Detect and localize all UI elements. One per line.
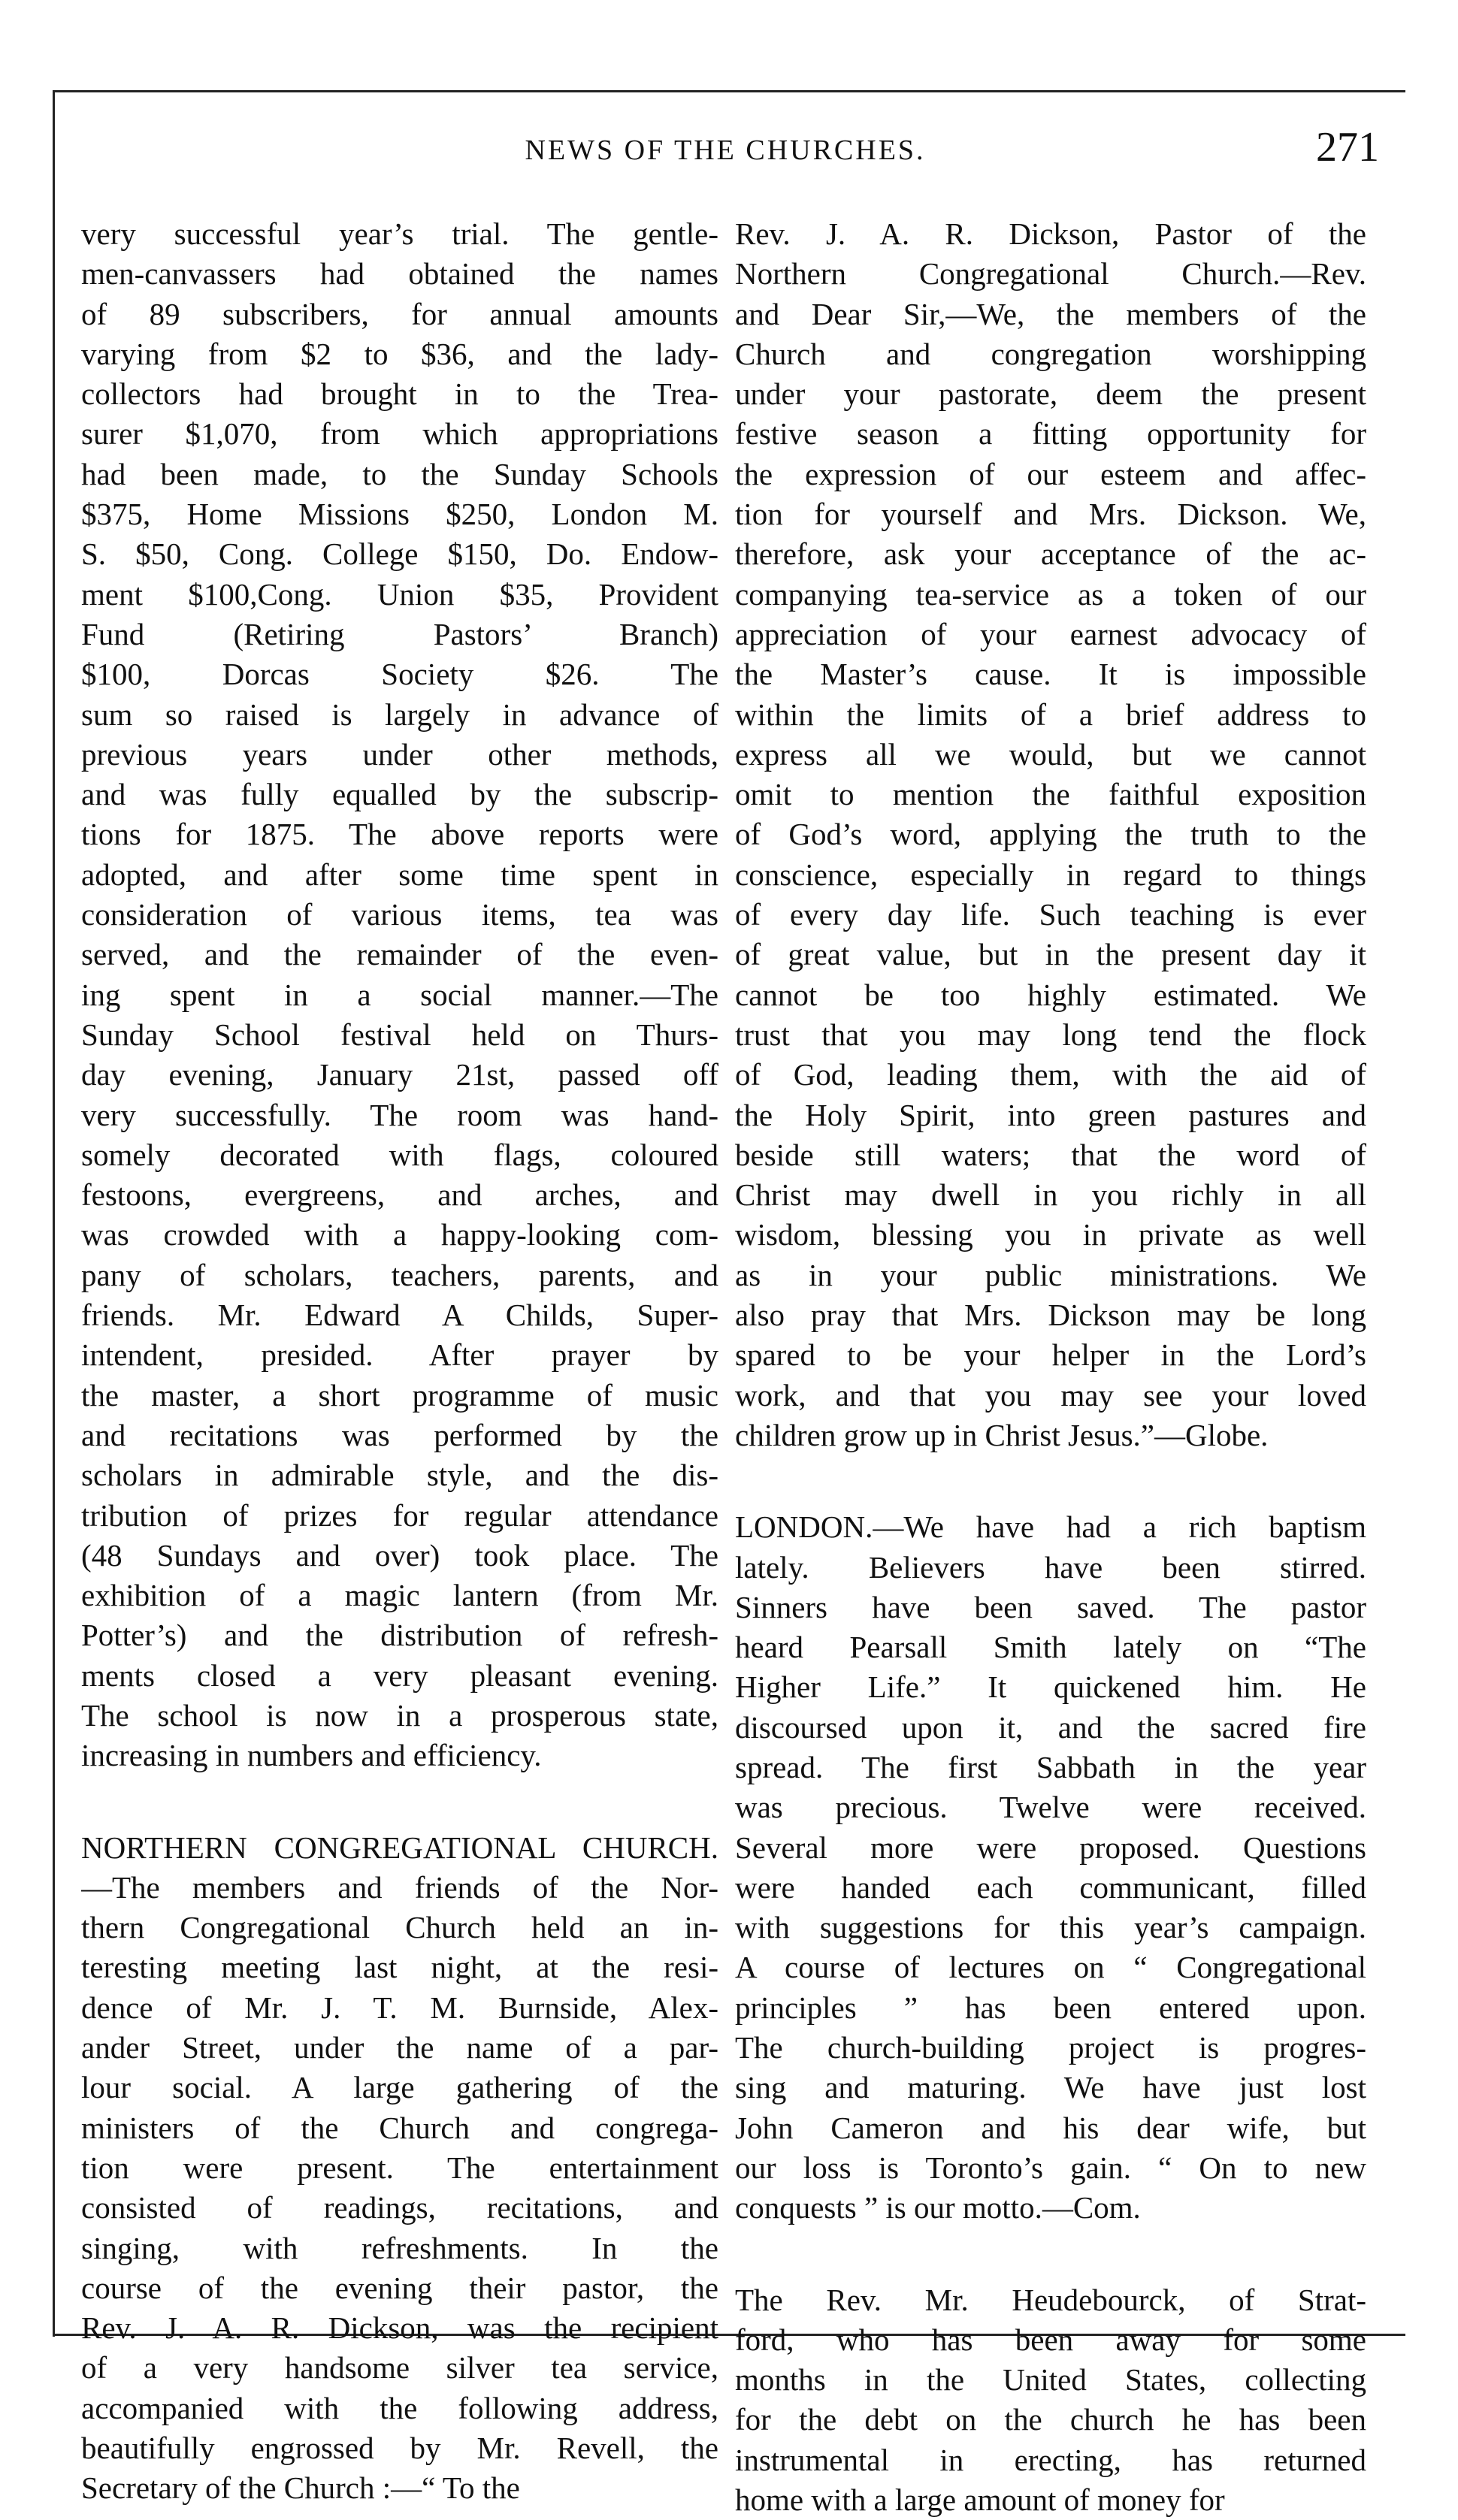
- text-line: work, and that you may see your loved: [735, 1377, 1366, 1413]
- text-line: $100, Dorcas Society $26. The: [81, 657, 718, 692]
- text-line: John Cameron and his dear wife, but: [735, 2110, 1366, 2145]
- paragraph-annual-meeting: [81, 214, 718, 1776]
- paragraph-northern-congregational-church: [81, 1828, 718, 2509]
- text-line: of a very handsome silver tea service,: [81, 2350, 718, 2386]
- text-line: discoursed upon it, and the sacred fire: [735, 1709, 1366, 1745]
- text-line: men-canvassers had obtained the names: [81, 256, 718, 292]
- page-number: 271: [1316, 124, 1379, 171]
- text-line: sum so raised is largely in advance of: [81, 696, 718, 732]
- text-line: our loss is Toronto’s gain. “ On to new: [735, 2150, 1366, 2185]
- text-line: cannot be too highly estimated. We: [735, 977, 1366, 1012]
- text-line: dence of Mr. J. T. M. Burnside, Alex-: [81, 1990, 718, 2025]
- text-line: home with a large amount of money for: [735, 2482, 1225, 2518]
- text-line: Rev. J. A. R. Dickson, was the recipient: [81, 2310, 718, 2346]
- text-line: conscience, especially in regard to things: [735, 857, 1366, 892]
- text-line: therefore, ask your acceptance of the ac-: [735, 536, 1366, 572]
- text-line: conquests ” is our motto.—Com.: [735, 2190, 1141, 2225]
- text-line: consisted of readings, recitations, and: [81, 2190, 718, 2225]
- paragraph-gap: [735, 1455, 1366, 1507]
- text-line: course of the evening their pastor, the: [81, 2270, 718, 2305]
- text-line: S. $50, Cong. College $150, Do. Endow-: [81, 536, 718, 572]
- text-line: for the debt on the church he has been: [735, 2402, 1366, 2437]
- text-line: had been made, to the Sunday Schools: [81, 456, 718, 491]
- text-line: A course of lectures on “ Congregational: [735, 1950, 1366, 1985]
- text-line: Fund (Retiring Pastors’ Branch): [81, 616, 718, 651]
- text-line: exhibition of a magic lantern (from Mr.: [81, 1578, 718, 1613]
- text-line: The school is now in a prosperous state,: [81, 1697, 718, 1733]
- text-line: of every day life. Such teaching is ever: [735, 897, 1366, 932]
- text-line: appreciation of your earnest advocacy of: [735, 616, 1366, 651]
- page-frame-top-rule: [53, 90, 1405, 92]
- text-line: somely decorated with flags, coloured: [81, 1137, 718, 1172]
- text-line: sing and maturing. We have just lost: [735, 2070, 1366, 2105]
- text-line: was precious. Twelve were received.: [735, 1790, 1366, 1825]
- text-line: tions for 1875. The above reports were: [81, 817, 718, 852]
- text-line: express all we would, but we cannot: [735, 736, 1366, 772]
- page-header: [71, 120, 1379, 180]
- text-line: ander Street, under the name of a par-: [81, 2030, 718, 2065]
- text-line: of 89 subscribers, for annual amounts: [81, 296, 718, 331]
- text-line: previous years under other methods,: [81, 736, 718, 772]
- text-line: thern Congregational Church held an in-: [81, 1910, 718, 1945]
- text-line: ment $100,Cong. Union $35, Provident: [81, 576, 718, 612]
- text-line: under your pastorate, deem the present: [735, 376, 1366, 412]
- text-line: Higher Life.” It quickened him. He: [735, 1669, 1366, 1705]
- text-line: of great value, but in the present day it: [735, 937, 1366, 972]
- text-line: (48 Sundays and over) took place. The: [81, 1537, 718, 1573]
- text-line: teresting meeting last night, at the resi-: [81, 1950, 718, 1985]
- text-line: lately. Believers have been stirred.: [735, 1549, 1366, 1585]
- text-line: festive season a fitting opportunity for: [735, 416, 1366, 452]
- text-line: and was fully equalled by the subscrip-: [81, 777, 718, 812]
- text-line: collectors had brought in to the Trea-: [81, 376, 718, 412]
- text-line: ments closed a very pleasant evening.: [81, 1657, 718, 1693]
- text-line: with suggestions for this year’s campaign.: [735, 1910, 1366, 1945]
- right-column: [735, 214, 1366, 2520]
- text-line: of God, leading them, with the aid of: [735, 1057, 1366, 1092]
- text-line: was crowded with a happy-looking com-: [81, 1217, 718, 1252]
- text-line: friends. Mr. Edward A Childs, Super-: [81, 1298, 718, 1333]
- text-line: within the limits of a brief address to: [735, 696, 1366, 732]
- text-line: spread. The first Sabbath in the year: [735, 1749, 1366, 1784]
- text-line: Potter’s) and the distribution of refresh-: [81, 1618, 718, 1653]
- text-line: accompanied with the following address,: [81, 2390, 718, 2425]
- text-line: children grow up in Christ Jesus.”—Globe.: [735, 1417, 1269, 1452]
- text-line: were handed each communicant, filled: [735, 1869, 1366, 1905]
- text-line: surer $1,070, from which appropriations: [81, 416, 718, 452]
- text-line: increasing in numbers and efficiency.: [81, 1738, 542, 1773]
- text-line: varying from $2 to $36, and the lady-: [81, 336, 718, 371]
- text-line: adopted, and after some time spent in: [81, 857, 718, 892]
- text-line: spared to be your helper in the Lord’s: [735, 1337, 1366, 1373]
- text-line: very successful year’s trial. The gentle-: [81, 216, 718, 251]
- text-line: Sinners have been saved. The pastor: [735, 1589, 1366, 1624]
- text-line: Sunday School festival held on Thurs-: [81, 1017, 718, 1052]
- text-line: as in your public ministrations. We: [735, 1257, 1366, 1292]
- text-line: instrumental in erecting, has returned: [735, 2442, 1366, 2477]
- text-line: The church-building project is progres-: [735, 2030, 1366, 2065]
- paragraph-gap: [81, 1776, 718, 1828]
- text-line: lour social. A large gathering of the: [81, 2070, 718, 2105]
- text-line: heard Pearsall Smith lately on “The: [735, 1630, 1366, 1665]
- text-line: the master, a short programme of music: [81, 1377, 718, 1413]
- text-line: scholars in admirable style, and the dis-: [81, 1458, 718, 1493]
- page-frame-left-rule: [53, 90, 55, 2337]
- text-line: principles ” has been entered upon.: [735, 1990, 1366, 2025]
- text-line: tion for yourself and Mrs. Dickson. We,: [735, 497, 1366, 532]
- text-line: pany of scholars, teachers, parents, and: [81, 1257, 718, 1292]
- text-line: tion were present. The entertainment: [81, 2150, 718, 2185]
- text-line: Secretary of the Church :—“ To the: [81, 2470, 520, 2506]
- text-line: festoons, evergreens, and arches, and: [81, 1177, 718, 1213]
- text-line: companying tea-service as a token of our: [735, 576, 1366, 612]
- text-line: $375, Home Missions $250, London M.: [81, 497, 718, 532]
- text-line: singing, with refreshments. In the: [81, 2230, 718, 2265]
- text-line: beautifully engrossed by Mr. Revell, the: [81, 2431, 718, 2466]
- text-line: beside still waters; that the word of: [735, 1137, 1366, 1172]
- text-line: the Holy Spirit, into green pastures and: [735, 1097, 1366, 1132]
- left-column: [81, 214, 718, 2509]
- text-line: ford, who has been away for some: [735, 2322, 1366, 2357]
- text-line: wisdom, blessing you in private as well: [735, 1217, 1366, 1252]
- text-line: also pray that Mrs. Dickson may be long: [735, 1298, 1366, 1333]
- running-head: NEWS OF THE CHURCHES.: [525, 134, 926, 166]
- text-line: Church and congregation worshipping: [735, 336, 1366, 371]
- text-line: LONDON.—We have had a rich baptism: [735, 1509, 1366, 1545]
- text-line: ing spent in a social manner.—The: [81, 977, 718, 1012]
- text-line: Rev. J. A. R. Dickson, Pastor of the: [735, 216, 1366, 251]
- paragraph-heudebourck: [735, 2280, 1366, 2520]
- text-line: and recitations was performed by the: [81, 1417, 718, 1452]
- text-line: intendent, presided. After prayer by: [81, 1337, 718, 1373]
- text-line: ministers of the Church and congrega-: [81, 2110, 718, 2145]
- text-line: omit to mention the faithful exposition: [735, 777, 1366, 812]
- text-line: Northern Congregational Church.—Rev.: [735, 256, 1366, 292]
- paragraph-address-to-dickson: [735, 214, 1366, 1455]
- text-line: NORTHERN CONGREGATIONAL CHURCH.: [81, 1830, 718, 1865]
- text-line: very successfully. The room was hand-: [81, 1097, 718, 1132]
- text-line: trust that you may long tend the flock: [735, 1017, 1366, 1052]
- paragraph-london: [735, 1507, 1366, 2228]
- paragraph-gap: [735, 2228, 1366, 2280]
- text-line: months in the United States, collecting: [735, 2362, 1366, 2398]
- text-line: served, and the remainder of the even-: [81, 937, 718, 972]
- text-line: —The members and friends of the Nor-: [81, 1869, 718, 1905]
- text-line: consideration of various items, tea was: [81, 897, 718, 932]
- text-line: day evening, January 21st, passed off: [81, 1057, 718, 1092]
- text-line: the Master’s cause. It is impossible: [735, 657, 1366, 692]
- text-line: The Rev. Mr. Heudebourck, of Strat-: [735, 2282, 1366, 2317]
- text-line: of God’s word, applying the truth to the: [735, 817, 1366, 852]
- text-line: Several more were proposed. Questions: [735, 1830, 1366, 1865]
- text-line: Christ may dwell in you richly in all: [735, 1177, 1366, 1213]
- text-line: the expression of our esteem and affec-: [735, 456, 1366, 491]
- text-line: and Dear Sir,—We, the members of the: [735, 296, 1366, 331]
- text-line: tribution of prizes for regular attendance: [81, 1497, 718, 1533]
